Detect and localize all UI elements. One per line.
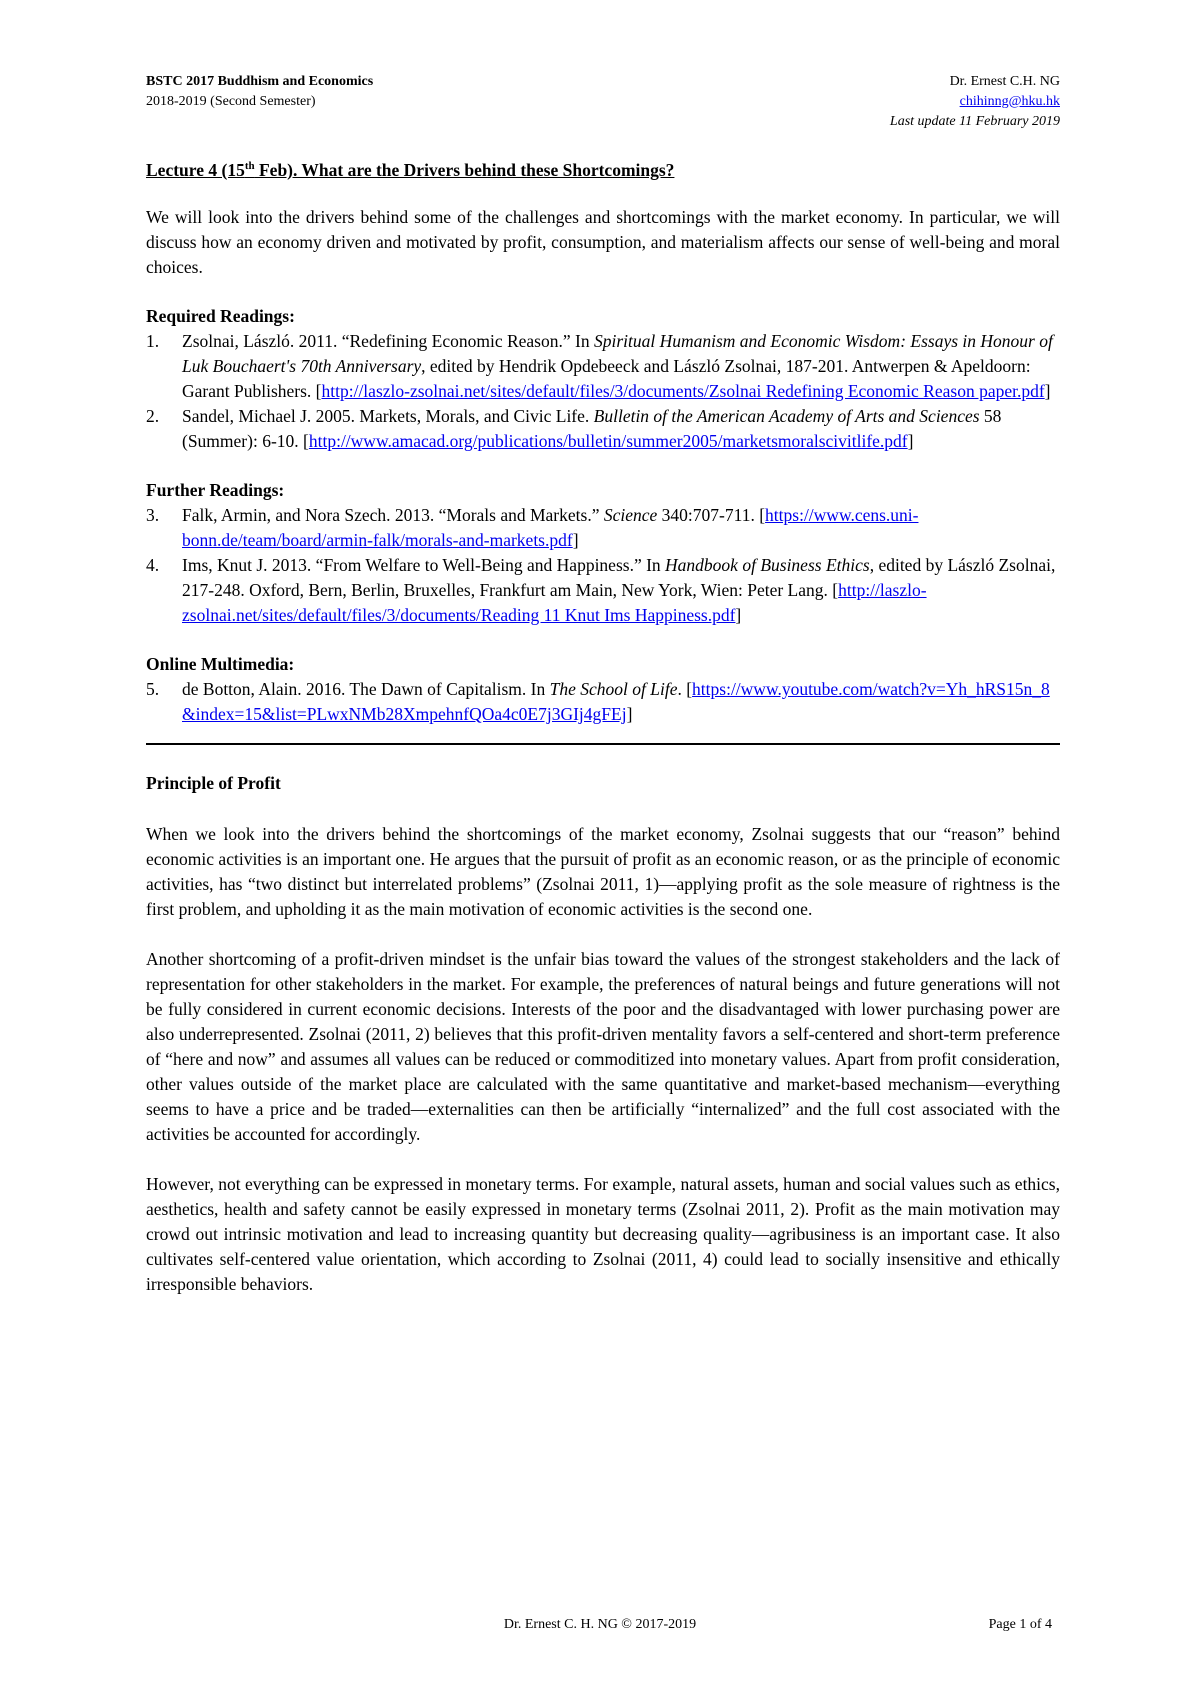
section-heading: Principle of Profit: [146, 773, 281, 793]
ref-number: 5.: [146, 679, 160, 699]
ref-text: [182, 404, 1060, 454]
ref-part: Ims, Knut J. 2013. “From Welfare to Well-Being and Happiness.” In: [182, 555, 666, 575]
lecture-intro: We will look into the drivers behind some of the challenges and shortcomings with the market economy. In particular, we will discuss how an economy driven and motivated by profit, consumption, and materialism affects our sense of well-being and moral choices.: [146, 207, 1060, 277]
further-readings-heading: Further Readings:: [146, 480, 285, 500]
author-name: Dr. Ernest C.H. NG: [949, 74, 1060, 89]
lecture-title: [146, 158, 1060, 183]
lecture-title-sup: th: [244, 160, 255, 173]
ref-title: Science: [603, 505, 658, 525]
lecture-title-rest: Feb). What are the Drivers behind these Shortcomings?: [254, 160, 675, 180]
ref-title: Bulletin of the American Academy of Arts and Sciences: [593, 406, 980, 426]
ref-part: ]: [735, 605, 742, 625]
list-item: [146, 404, 1060, 454]
ref-link[interactable]: http://www.amacad.org/publications/bulletin/summer2005/marketsmoralscivitlife.pdf: [308, 431, 908, 451]
ref-number: 3.: [146, 505, 160, 525]
ref-number: 2.: [146, 406, 160, 426]
ref-part: Zsolnai, László. 2011. “Redefining Economic Reason.” In: [182, 331, 594, 351]
course-title: BSTC 2017 Buddhism and Economics: [146, 74, 374, 89]
list-item: [146, 677, 1060, 727]
ref-text: [182, 329, 1060, 404]
header-left: [146, 72, 646, 112]
ref-text: [182, 503, 1060, 553]
ref-link[interactable]: http://laszlo-zsolnai.net/sites/default/files/3/documents/Zsolnai Redefining Economic Reason paper.pdf: [321, 381, 1045, 401]
header-right: [640, 72, 1060, 132]
ref-text: [182, 553, 1060, 628]
ref-title: The School of Life: [549, 679, 678, 699]
ref-part: ]: [907, 431, 914, 451]
ref-text: [182, 677, 1060, 727]
ref-title: Handbook of Business Ethics: [665, 555, 870, 575]
required-readings-list: [146, 329, 1060, 454]
ref-part: de Botton, Alain. 2016. The Dawn of Capitalism. In: [182, 679, 550, 699]
email-link[interactable]: chihinng@hku.hk: [959, 94, 1060, 109]
ref-link[interactable]: http://laszlo-zsolnai.net/sites/default/files/3/documents/Reading 11 Knut Ims Happiness.pdf: [182, 580, 927, 625]
body-paragraph: However, not everything can be expressed in monetary terms. For example, natural assets, human and social values such as ethics, aesthetics, health and safety cannot be easily expressed in monetary terms (Zsolnai 2011, 2). Profit as the main motivation may crowd out intrinsic motivation and lead to increasing quantity but decreasing quality—agribusiness is an important case. It also cultivates self-centered value orientation, which according to Zsolnai (2011, 4) could lead to socially insensitive and ethically irresponsible behaviors.: [146, 1174, 1060, 1294]
online-multimedia-heading: Online Multimedia:: [146, 654, 295, 674]
ref-part: ]: [1044, 381, 1051, 401]
ref-title: Spiritual Humanism and Economic Wisdom: Essays in Honour of Luk Bouchaert's 70th Anniversary: [182, 331, 1053, 376]
footer-copyright: Dr. Ernest C. H. NG © 2017-2019: [503, 1617, 697, 1632]
body-paragraph: Another shortcoming of a profit-driven mindset is the unfair bias toward the values of the strongest stakeholders and the lack of representation for other stakeholders in the market. For example, the preferences of natural beings and future generations will not be fully considered in current economic decisions. Interests of the poor and the disadvantaged with lower purchasing power are also underrepresented. Zsolnai (2011, 2) believes that this profit-driven mentality favors a self-centered and short-term preference of “here and now” and assumes all values can be reduced or commoditized into monetary values. Apart from profit consideration, other values outside of the market place are calculated with the same quantitative and market-based mechanism—everything seems to have a price and be traded—externalities can then be artificially “internalized” and the full cost associated with the activities be accounted for accordingly.: [146, 949, 1060, 1144]
list-item: [146, 553, 1060, 628]
list-item: [146, 503, 1060, 553]
ref-part: , edited by Hendrik Opdebeeck and László Zsolnai, 187-201. Antwerpen & Apeldoorn: Garant Publishers. [: [182, 356, 1031, 401]
required-readings-heading: Required Readings:: [146, 306, 295, 326]
ref-number: 4.: [146, 555, 160, 575]
section-divider: [146, 743, 1060, 745]
multimedia-list: [146, 677, 1060, 727]
list-item: [146, 329, 1060, 404]
ref-part: 58 (Summer): 6-10. [: [182, 406, 1002, 451]
ref-part: Falk, Armin, and Nora Szech. 2013. “Morals and Markets.”: [182, 505, 604, 525]
ref-part: , edited by László Zsolnai, 217-248. Oxford, Bern, Berlin, Bruxelles, Frankfurt am Main, New York, Wien: Peter Lang. [: [182, 555, 1056, 600]
term: 2018-2019 (Second Semester): [146, 94, 316, 109]
main-content: [146, 158, 1060, 1322]
lecture-title-text: Lecture 4 (15: [146, 160, 245, 180]
ref-link[interactable]: https://www.cens.uni-bonn.de/team/board/armin-falk/morals-and-markets.pdf: [182, 505, 919, 550]
ref-part: . [: [677, 679, 693, 699]
ref-part: ]: [572, 530, 579, 550]
page-number: Page 1 of 4: [988, 1617, 1052, 1632]
ref-part: ]: [626, 704, 633, 724]
further-readings-list: [146, 503, 1060, 628]
body-paragraph: When we look into the drivers behind the shortcomings of the market economy, Zsolnai suggests that our “reason” behind economic activities is an important one. He argues that the pursuit of profit as an economic reason, or as the principle of economic activities, has “two distinct but interrelated problems” (Zsolnai 2011, 1)—applying profit as the sole measure of rightness is the first problem, and upholding it as the main motivation of economic activities is the second one.: [146, 824, 1060, 919]
ref-number: 1.: [146, 331, 160, 351]
ref-part: 340:707-711. [: [657, 505, 766, 525]
last-update: Last update 11 February 2019: [889, 114, 1060, 129]
ref-part: Sandel, Michael J. 2005. Markets, Morals, and Civic Life.: [182, 406, 594, 426]
ref-link[interactable]: https://www.youtube.com/watch?v=Yh_hRS15n_8&index=15&list=PLwxNMb28XmpehnfQOa4c0E7j3GIj4gFEj: [182, 679, 1050, 724]
